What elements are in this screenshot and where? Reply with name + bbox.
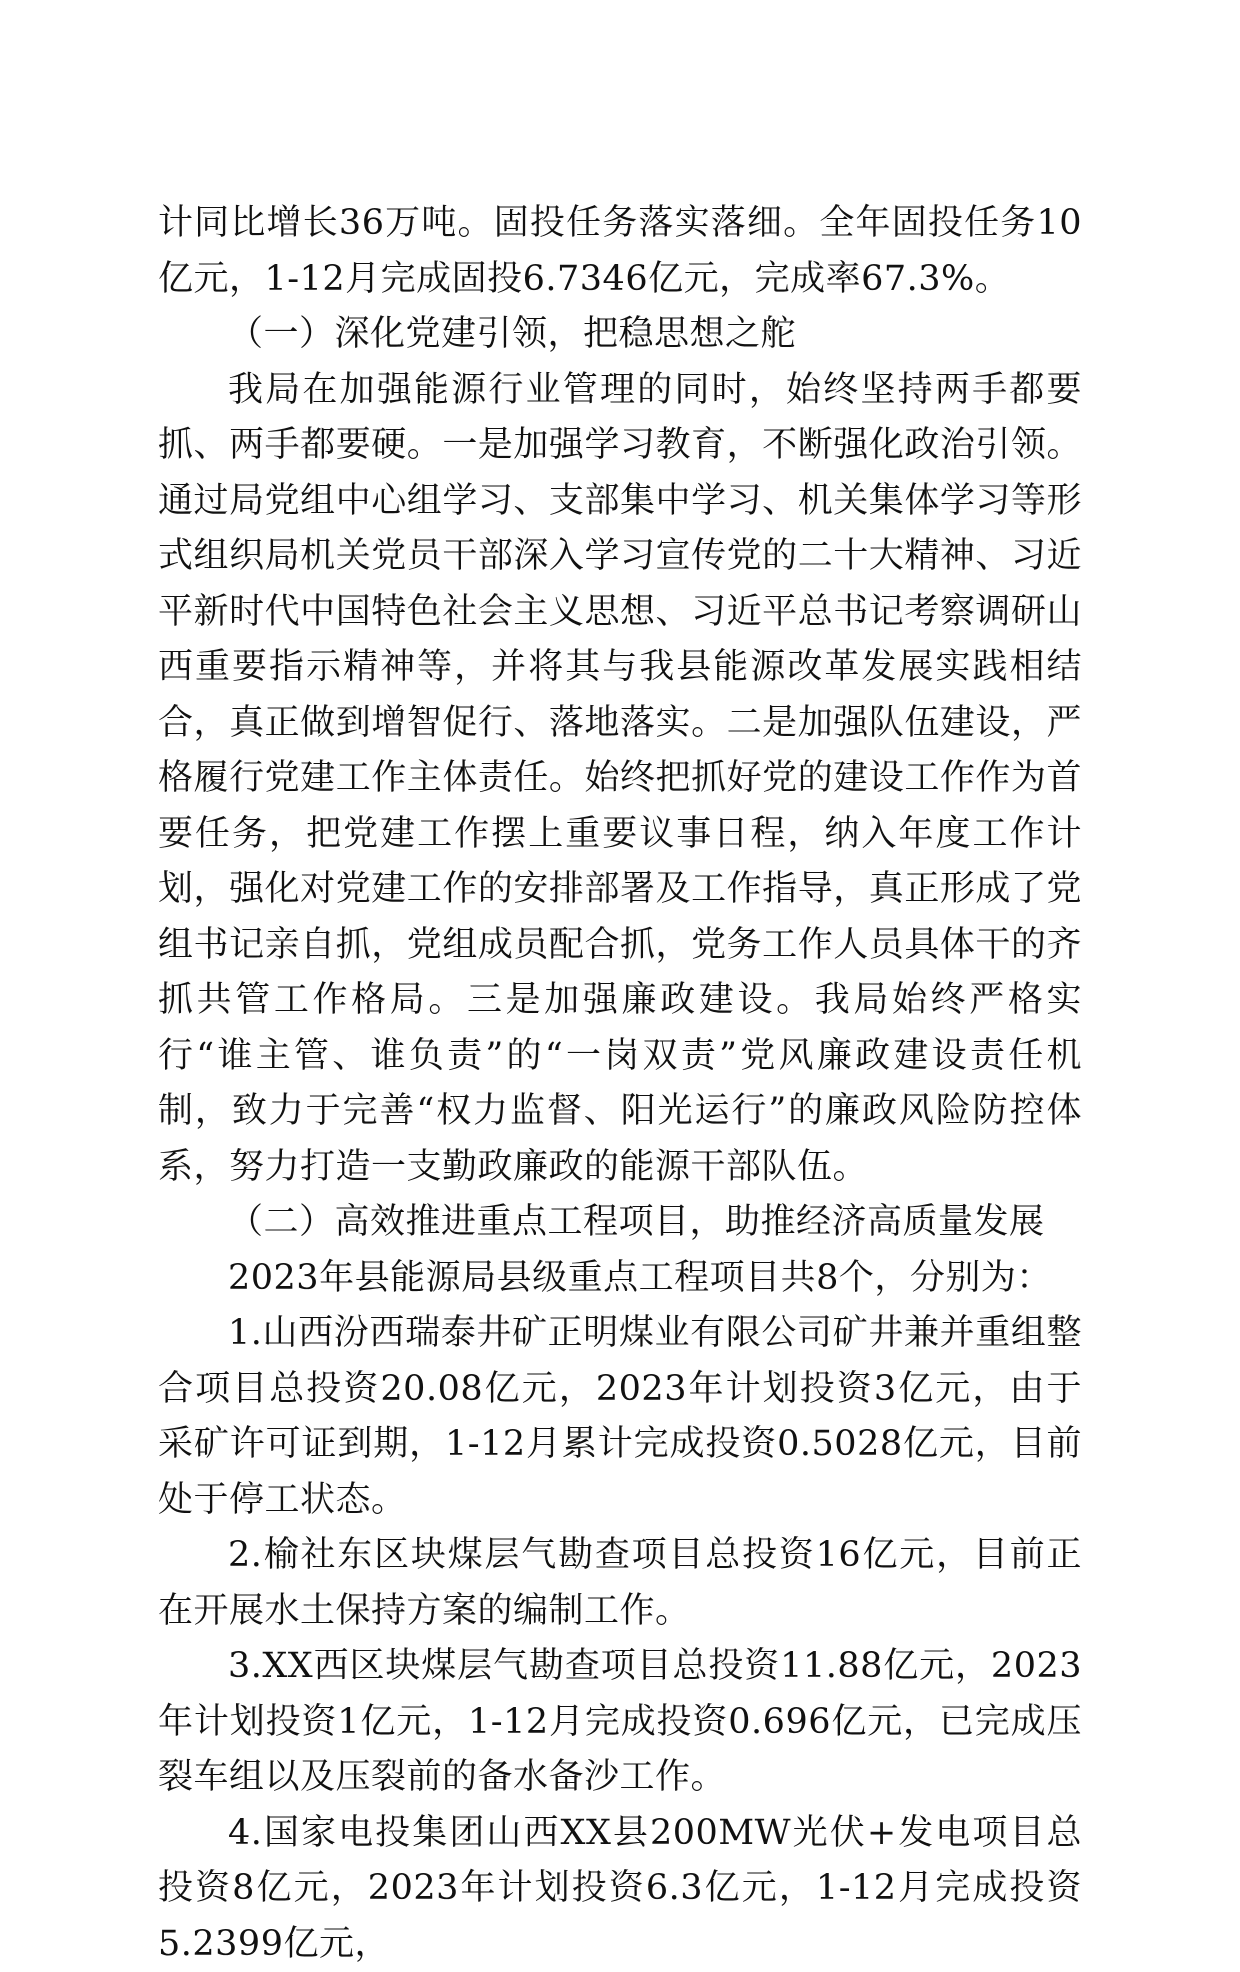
paragraph-project-intro: 2023年县能源局县级重点工程项目共8个，分别为： [158, 1251, 1082, 1307]
paragraph-continuation: 计同比增长36万吨。固投任务落实落细。全年固投任务10亿元，1-12月完成固投6.7346亿元，完成率67.3%。 [158, 196, 1082, 307]
section-heading-1: （一）深化党建引领，把稳思想之舵 [158, 307, 1082, 363]
paragraph-party-building: 我局在加强能源行业管理的同时，始终坚持两手都要抓、两手都要硬。一是加强学习教育，不断强化政治引领。通过局党组中心组学习、支部集中学习、机关集体学习等形式组织局机关党员干部深入学习宣传党的二十大精神、习近平新时代中国特色社会主义思想、习近平总书记考察调研山西重要指示精神等，并将其与我县能源改革发展实践相结合，真正做到增智促行、落地落实。二是加强队伍建设，严格履行党建工作主体责任。始终把抓好党的建设工作作为首要任务，把党建工作摆上重要议事日程，纳入年度工作计划，强化对党建工作的安排部署及工作指导，真正形成了党组书记亲自抓，党组成员配合抓，党务工作人员具体干的齐抓共管工作格局。三是加强廉政建设。我局始终严格实行“谁主管、谁负责”的“一岗双责”党风廉政建设责任机制，致力于完善“权力监督、阳光运行”的廉政风险防控体系，努力打造一支勤政廉政的能源干部队伍。 [158, 363, 1082, 1196]
paragraph-project-4: 4.国家电投集团山西XX县200MW光伏+发电项目总投资8亿元，2023年计划投资6.3亿元，1-12月完成投资5.2399亿元， [158, 1806, 1082, 1972]
paragraph-project-1: 1.山西汾西瑞泰井矿正明煤业有限公司矿井兼并重组整合项目总投资20.08亿元，2023年计划投资3亿元，由于采矿许可证到期，1-12月累计完成投资0.5028亿元，目前处于停工状态。 [158, 1306, 1082, 1528]
section-heading-2: （二）高效推进重点工程项目，助推经济高质量发展 [158, 1195, 1082, 1251]
paragraph-project-2: 2.榆社东区块煤层气勘查项目总投资16亿元，目前正在开展水土保持方案的编制工作。 [158, 1528, 1082, 1639]
paragraph-project-3: 3.XX西区块煤层气勘查项目总投资11.88亿元，2023年计划投资1亿元，1-12月完成投资0.696亿元，已完成压裂车组以及压裂前的备水备沙工作。 [158, 1639, 1082, 1806]
document-body [158, 196, 1082, 1972]
